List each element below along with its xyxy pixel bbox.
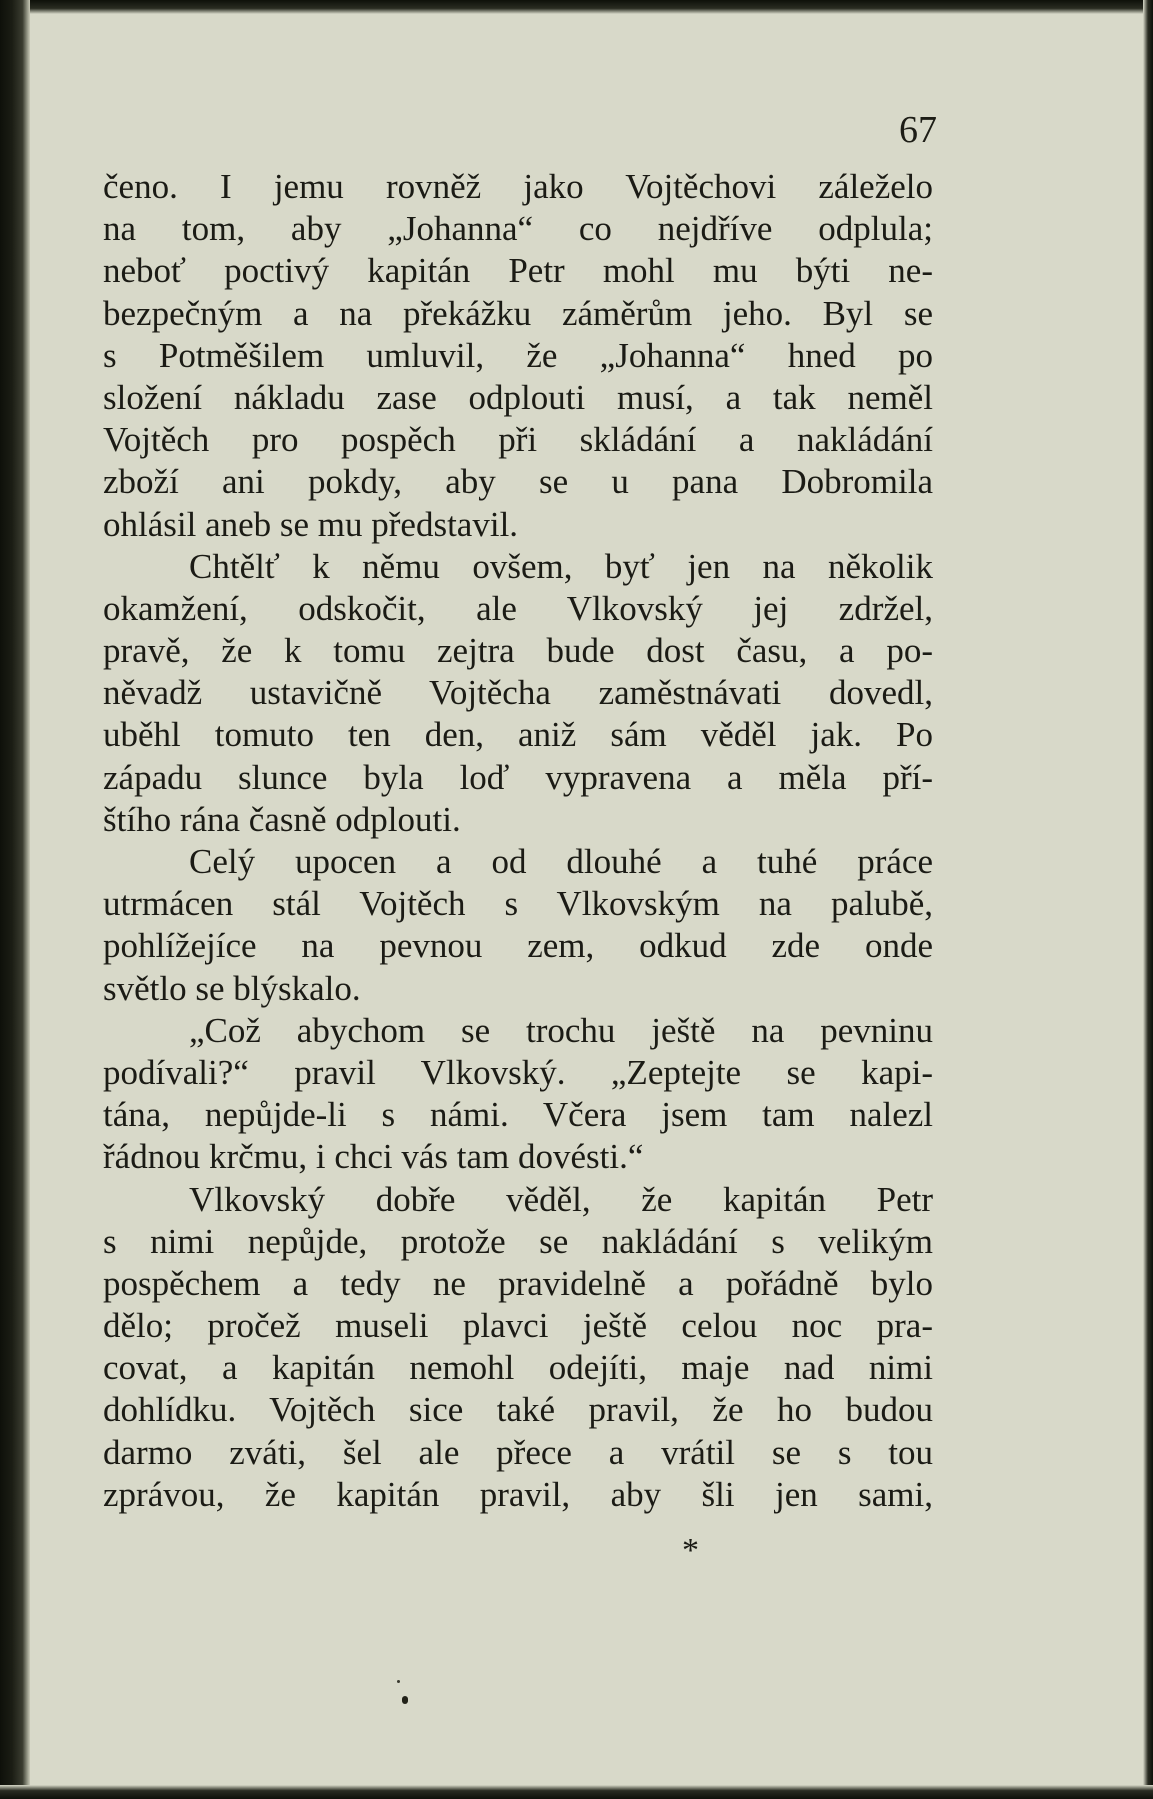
text-line: řádnou krčmu, i chci vás tam dovésti.“	[103, 1137, 644, 1177]
ink-speck	[402, 1696, 408, 1704]
text-line: s nimi nepůjde, protože se nakládání s velikým	[103, 1221, 933, 1261]
text-line: pohlížejíce na pevnou zem, odkud zde onde	[103, 926, 933, 966]
text-line: světlo se blýskalo.	[103, 968, 361, 1008]
text-line: covat, a kapitán nemohl odejíti, maje nad nimi	[103, 1348, 933, 1388]
text-line: štího rána časně odplouti.	[103, 799, 461, 839]
scan-edge-top	[0, 0, 1153, 14]
paragraph-start-line: Celý upocen a od dlouhé a tuhé práce	[189, 842, 933, 881]
paragraph-start-line: Chtělť k němu ovšem, byť jen na několik	[189, 546, 933, 586]
text-line: podívali?“ pravil Vlkovský. „Zeptejte se kapi-	[103, 1052, 933, 1092]
text-line: složení nákladu zase odplouti musí, a tak neměl	[103, 377, 933, 417]
text-line: něvadž ustavičně Vojtěcha zaměstnávati dovedl,	[103, 673, 933, 713]
text-line: západu slunce byla loď vypravena a měla pří-	[103, 757, 933, 797]
text-line: na tom, aby „Johanna“ co nejdříve odplula;	[103, 209, 933, 249]
scan-edge-bottom	[0, 1785, 1153, 1799]
paragraph-start-line: Vlkovský dobře věděl, že kapitán Petr	[189, 1179, 933, 1219]
text-line: čeno. I jemu rovněž jako Vojtěchovi záleželo	[103, 167, 933, 206]
text-line: zprávou, že kapitán pravil, aby šli jen sami,	[103, 1474, 933, 1514]
body-text	[103, 166, 933, 1516]
text-line: pospěchem a tedy ne pravidelně a pořádně bylo	[103, 1263, 933, 1303]
text-line: tána, nepůjde-li s námi. Včera jsem tam nalezl	[103, 1095, 933, 1135]
text-line: Vojtěch pro pospěch při skládání a nakládání	[103, 420, 933, 460]
text-line: darmo zváti, šel ale přece a vrátil se s tou	[103, 1432, 933, 1472]
scan-edge-left	[0, 0, 30, 1799]
text-line: uběhl tomuto ten den, aniž sám věděl jak. Po	[103, 715, 933, 755]
text-line: zboží ani pokdy, aby se u pana Dobromila	[103, 462, 933, 502]
signature-mark: *	[682, 1532, 699, 1569]
text-line: dělo; pročež museli plavci ještě celou noc pra-	[103, 1306, 933, 1346]
text-line: dohlídku. Vojtěch sice také pravil, že ho budou	[103, 1390, 933, 1430]
text-line: bezpečným a na překážku záměrům jeho. Byl se	[103, 293, 933, 333]
page-number: 67	[899, 109, 937, 151]
scan-edge-right	[1143, 0, 1153, 1799]
text-line: utrmácen stál Vojtěch s Vlkovským na palubě,	[103, 884, 933, 924]
text-line: okamžení, odskočit, ale Vlkovský jej zdržel,	[103, 588, 933, 628]
paragraph-start-line: „Což abychom se trochu ještě na pevninu	[189, 1010, 933, 1050]
text-line: neboť poctivý kapitán Petr mohl mu býti ne-	[103, 251, 933, 291]
text-line: pravě, že k tomu zejtra bude dost času, a po-	[103, 631, 933, 671]
ink-speck	[397, 1680, 400, 1683]
text-line: s Potměšilem umluvil, že „Johanna“ hned po	[103, 335, 933, 375]
text-line: ohlásil aneb se mu představil.	[103, 504, 519, 544]
